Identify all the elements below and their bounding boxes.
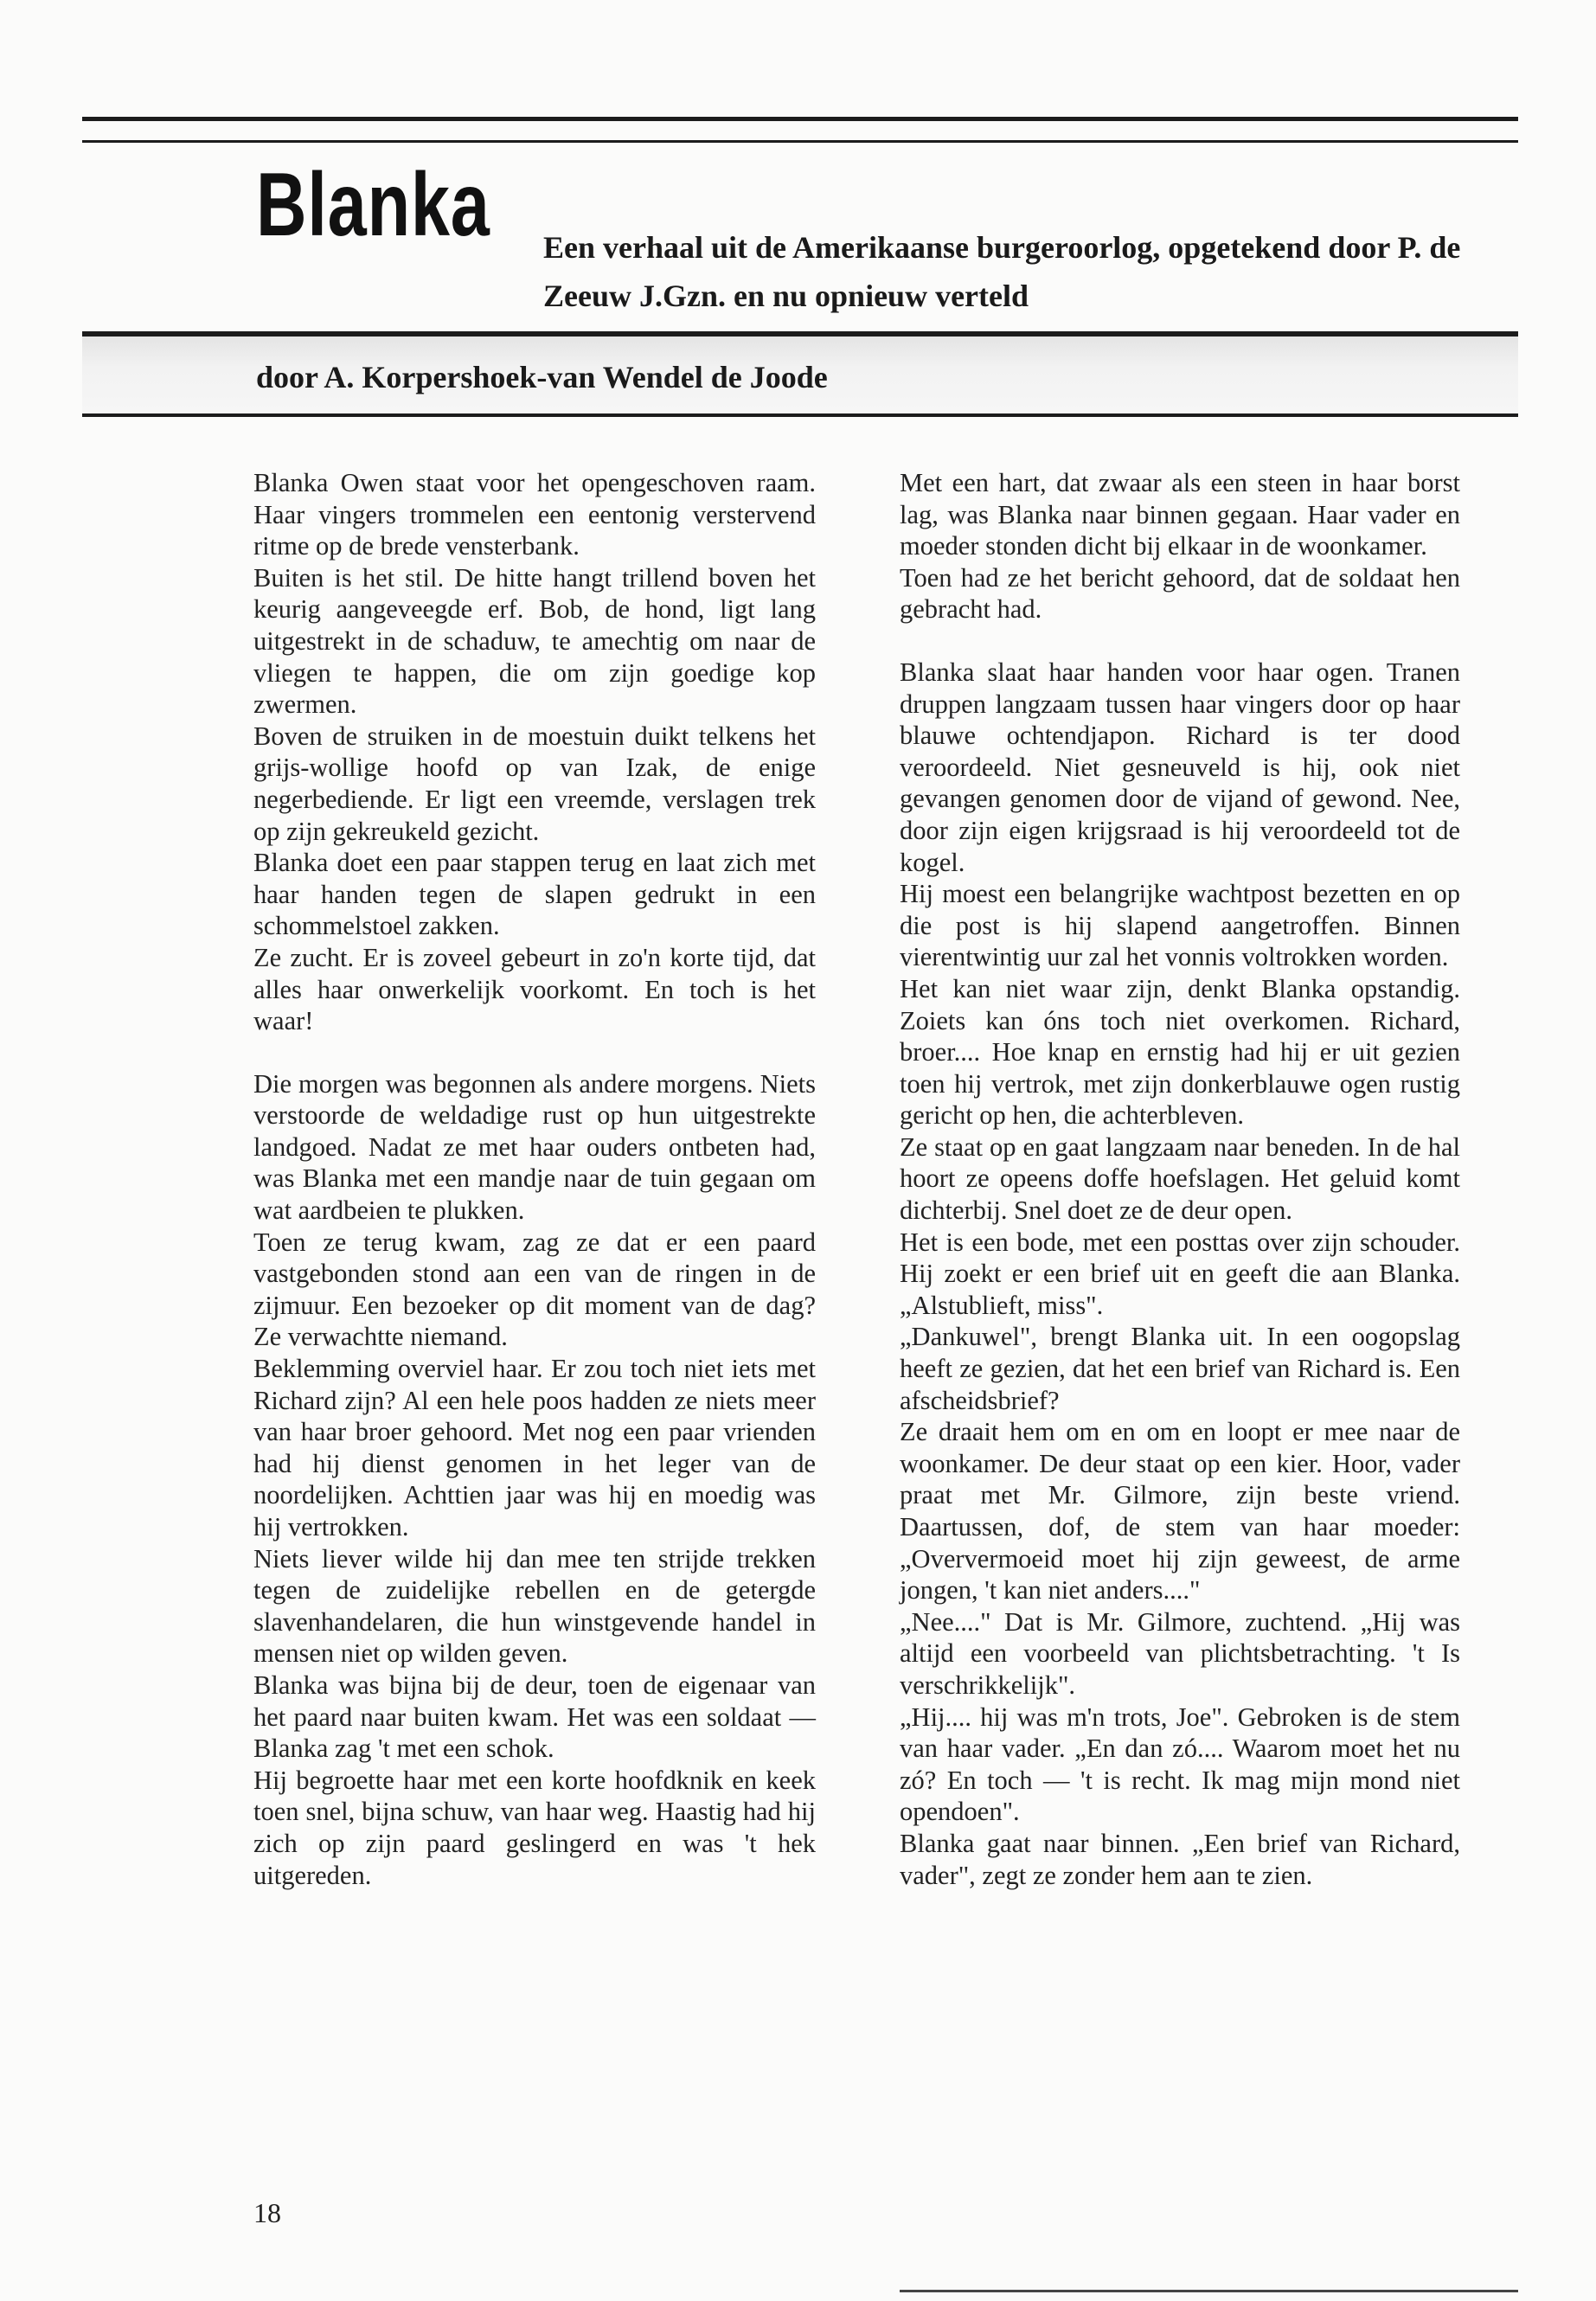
byline-rule-top — [82, 331, 1518, 336]
right-column — [900, 467, 1460, 1891]
paragraph: Hij moest een belangrijke wachtpost bezetten en op die post is hij slapend aangetroffen. Binnen vierentwintig uur zal het vonnis voltrokken worden. — [900, 879, 1460, 972]
paragraph: Ze staat op en gaat langzaam naar beneden. In de hal hoort ze opeens doffe hoefslagen. Het geluid komt dichterbij. Snel doet ze de deur open. — [900, 1131, 1460, 1226]
article-subtitle: Een verhaal uit de Amerikaanse burgeroorlog, opgetekend door P. de Zeeuw J.Gzn. en nu opnieuw verteld — [543, 230, 1461, 313]
paragraph: Toen ze terug kwam, zag ze dat er een paard vastgebonden stond aan een van de ringen in de zijmuur. Een bezoeker op dit moment van de dag? Ze verwachtte niemand. — [253, 1227, 816, 1352]
paragraph: Boven de struiken in de moestuin duikt telkens het grijs-wollige hoofd op van Izak, de enige negerbediende. Er ligt een vreemde, verslagen trek op zijn gekreukeld gezicht. — [253, 721, 816, 846]
article-byline: door A. Korpershoek-van Wendel de Joode — [256, 360, 828, 394]
paragraph: Met een hart, dat zwaar als een steen in haar borst lag, was Blanka naar binnen gegaan. Haar vader en moeder stonden dicht bij elkaar in de woonkamer. — [900, 468, 1460, 561]
paragraph: „Dankuwel", brengt Blanka uit. In een oogopslag heeft ze gezien, dat het een brief van Richard is. Een afscheidsbrief? — [900, 1322, 1460, 1415]
byline-rule-bottom — [82, 413, 1518, 417]
paragraph: Blanka gaat naar binnen. „Een brief van Richard, vader", zegt ze zonder hem aan te zien. — [900, 1828, 1460, 1890]
paragraph: „Nee...." Dat is Mr. Gilmore, zuchtend. „Hij was altijd een voorbeeld van plichtsbetrachting. 't Is verschrikkelijk". — [900, 1606, 1460, 1700]
paragraph: Blanka doet een paar stappen terug en laat zich met haar handen tegen de slapen gedrukt in een schommelstoel zakken. — [253, 848, 816, 941]
paragraph: Blanka slaat haar handen voor haar ogen. Tranen druppen langzaam tussen haar vingers door op haar blauwe ochtendjapon. Richard is ter dood veroordeeld. Niet gesneuveld is hij, ook niet gevangen genomen door de vijand of gewond. Nee, door zijn eigen krijgsraad is hij veroordeeld tot de kogel. — [900, 657, 1460, 877]
page-number: 18 — [253, 2197, 281, 2228]
footer-rule — [900, 2290, 1518, 2292]
paragraph: Buiten is het stil. De hitte hangt trillend boven het keurig aangeveegde erf. Bob, de hond, ligt lang uitgestrekt in de schaduw, te amechtig om naar de vliegen te happen, die om zijn goedige kop zwermen. — [253, 562, 816, 720]
paragraph: Ze zucht. Er is zoveel gebeurt in zo'n korte tijd, dat alles haar onwerkelijk voorkomt. En toch is het waar! — [253, 942, 816, 1036]
paragraph: Hij begroette haar met een korte hoofdknik en keek toen snel, bijna schuw, van haar weg. Haastig had hij zich op zijn paard geslingerd en was 't hek uitgereden. — [253, 1765, 816, 1890]
paragraph: Blanka Owen staat voor het opengeschoven raam. Haar vingers trommelen een eentonig verstervend ritme op de brede vensterbank. — [253, 468, 816, 561]
paragraph: Niets liever wilde hij dan mee ten strijde trekken tegen de zuidelijke rebellen en de getergde slavenhandelaren, die hun winstgevende handel in mensen niet op wilden geven. — [253, 1543, 816, 1669]
paragraph: Die morgen was begonnen als andere morgens. Niets verstoorde de weldadige rust op hun uitgestrekte landgoed. Nadat ze met haar ouders ontbeten had, was Blanka met een mandje naar de tuin gegaan om wat aardbeien te plukken. — [253, 1068, 816, 1226]
article-title: Blanka — [256, 155, 490, 255]
paragraph: „Hij.... hij was m'n trots, Joe". Gebroken is de stem van haar vader. „En dan zó.... Waarom moet het nu zó? En toch — 't is recht. Ik mag mijn mond niet opendoen". — [900, 1702, 1460, 1827]
left-column — [253, 467, 816, 1891]
paragraph: Het kan niet waar zijn, denkt Blanka opstandig. Zoiets kan óns toch niet overkomen. Richard, broer.... Hoe knap en ernstig had hij er uit gezien toen hij vertrok, met zijn donkerblauwe ogen rustig gericht op hen, die achterbleven. — [900, 973, 1460, 1131]
paragraph: Toen had ze het bericht gehoord, dat de soldaat hen gebracht had. — [900, 562, 1460, 625]
paragraph: Beklemming overviel haar. Er zou toch niet iets met Richard zijn? Al een hele poos hadden ze niets meer van haar broer gehoord. Met nog een paar vrienden had hij dienst genomen in het leger van de noordelijken. Achttien jaar was hij en moedig was hij vertrokken. — [253, 1354, 816, 1541]
paragraph: Blanka was bijna bij de deur, toen de eigenaar van het paard naar buiten kwam. Het was een soldaat — Blanka zag 't met een schok. — [253, 1670, 816, 1764]
header-rule-top — [82, 117, 1518, 121]
paragraph: Het is een bode, met een posttas over zijn schouder. Hij zoekt er een brief uit en geeft die aan Blanka. „Alstublieft, miss". — [900, 1227, 1460, 1320]
header-rule-second — [82, 140, 1518, 143]
paragraph: Ze draait hem om en om en loopt er mee naar de woonkamer. De deur staat op een kier. Hoor, vader praat met Mr. Gilmore, zijn beste vriend. Daartussen, dof, de stem van haar moeder: „Oververmoeid moet hij zijn geweest, de arme jongen, 't kan niet anders...." — [900, 1417, 1460, 1606]
